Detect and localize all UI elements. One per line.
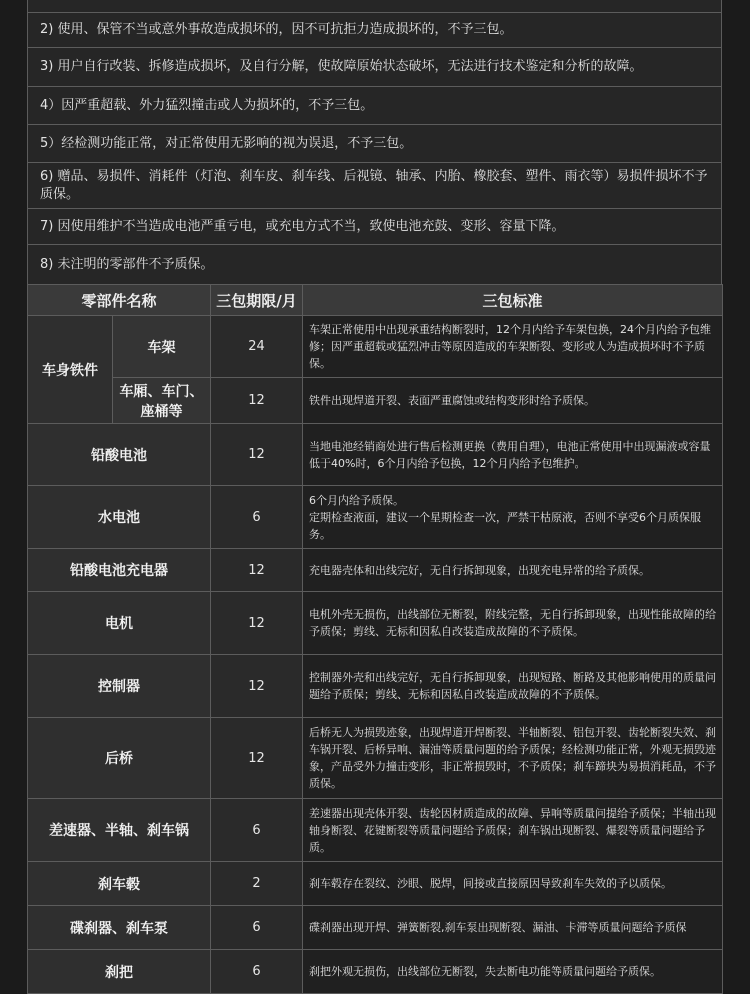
- warranty-period: 24: [211, 316, 303, 378]
- table-row: [28, 655, 723, 718]
- warranty-period: 12: [211, 378, 303, 424]
- warranty-period: 6: [211, 486, 303, 549]
- clause-row: [27, 208, 722, 244]
- warranty-period: 2: [211, 862, 303, 906]
- header-part-name: 零部件名称: [28, 285, 211, 316]
- table-row: [28, 424, 723, 486]
- table-row: [28, 378, 723, 424]
- part-name: 差速器、半轴、刹车锅: [28, 799, 211, 862]
- clause-row: [27, 47, 722, 86]
- warranty-standard: 车架正常使用中出现承重结构断裂时，12个月内给予车架包换，24个月内给予包维修；因严重超载或猛烈冲击等原因造成的车架断裂、变形或人为造成损坏时不予质保。: [303, 316, 723, 378]
- warranty-period: 6: [211, 906, 303, 950]
- warranty-standard: 铁件出现焊道开裂、表面严重腐蚀或结构变形时给予质保。: [303, 378, 723, 424]
- warranty-standard: 差速器出现壳体开裂、齿轮因材质造成的故障、异响等质量问提给予质保；半轴出现轴身断裂、花键断裂等质量问题给予质保；刹车锅出现断裂、爆裂等质量问题给予质。: [303, 799, 723, 862]
- clause-row: [27, 124, 722, 162]
- part-name: 后桥: [28, 718, 211, 799]
- table-row: [28, 316, 723, 378]
- clause-text: 5）经检测功能正常，对正常使用无影响的视为误退，不予三包。: [40, 135, 413, 151]
- group-body-iron: 车身铁件: [28, 316, 113, 424]
- clause-row: [27, 244, 722, 284]
- warranty-table: [27, 284, 723, 994]
- table-row: [28, 950, 723, 994]
- table-header-row: [28, 285, 723, 316]
- part-name: 水电池: [28, 486, 211, 549]
- warranty-period: 12: [211, 655, 303, 718]
- warranty-standard: 后桥无人为损毁迹象，出现焊道开焊断裂、半轴断裂、铝包开裂、齿轮断裂失效、刹车锅开裂、后桥异响、漏油等质量问题的给予质保；经检测功能正常，外观无损毁迹象，产品受外力撞击变形，非正常损毁时，不予质保；刹车蹄块为易损消耗品，不予质保。: [303, 718, 723, 799]
- standard-line: 6个月内给予质保。: [309, 493, 405, 507]
- part-name: 刹把: [28, 950, 211, 994]
- clause-text: 3) 用户自行改装、拆修造成损坏，及自行分解，使故障原始状态破坏，无法进行技术鉴定和分析的故障。: [40, 59, 643, 74]
- table-row: [28, 486, 723, 549]
- warranty-standard: 刹把外观无损伤，出线部位无断裂，失去断电功能等质量问题给予质保。: [303, 950, 723, 994]
- part-name: 控制器: [28, 655, 211, 718]
- part-name: 刹车毂: [28, 862, 211, 906]
- clause-row: [27, 162, 722, 208]
- clause-text: 7) 因使用维护不当造成电池严重亏电，或充电方式不当，致使电池充鼓、变形、容量下降。: [40, 218, 565, 234]
- part-name: 车架: [113, 316, 211, 378]
- warranty-standard: 电机外壳无损伤，出线部位无断裂，附线完整，无自行拆卸现象，出现性能故障的给予质保；剪线、无标和因私自改装造成故障的不予质保。: [303, 592, 723, 655]
- part-name: 铅酸电池: [28, 424, 211, 486]
- header-warranty-standard: 三包标准: [303, 285, 723, 316]
- clause-row: [27, 0, 722, 12]
- clause-row: [27, 12, 722, 47]
- warranty-period: 6: [211, 950, 303, 994]
- warranty-standard: 充电器壳体和出线完好，无自行拆卸现象，出现充电异常的给予质保。: [303, 549, 723, 592]
- clause-text: 4）因严重超载、外力猛烈撞击或人为损坏的，不予三包。: [40, 97, 374, 113]
- part-name: 电机: [28, 592, 211, 655]
- warranty-standard: 刹车毂存在裂纹、沙眼、脱焊，间接或直接原因导致刹车失效的予以质保。: [303, 862, 723, 906]
- warranty-period: 12: [211, 592, 303, 655]
- exclusion-clauses: [27, 0, 722, 284]
- standard-line: 定期检查液面，建议一个星期检查一次，严禁干枯原液，否则不享受6个月质保服务。: [309, 510, 702, 541]
- part-name: 铅酸电池充电器: [28, 549, 211, 592]
- warranty-standard: 碟刹器出现开焊、弹簧断裂,刹车泵出现断裂、漏油、卡滞等质量问题给予质保: [303, 906, 723, 950]
- table-row: [28, 592, 723, 655]
- clause-text: 2) 使用、保管不当或意外事故造成损坏的，因不可抗拒力造成损坏的，不予三包。: [40, 22, 513, 37]
- warranty-standard: 控制器外壳和出线完好，无自行拆卸现象，出现短路、断路及其他影响使用的质量问题给予质保；剪线、无标和因私自改装造成故障的不予质保。: [303, 655, 723, 718]
- table-row: [28, 799, 723, 862]
- header-warranty-period: 三包期限/月: [211, 285, 303, 316]
- warranty-document: [27, 0, 722, 994]
- table-row: [28, 718, 723, 799]
- part-name: 碟刹器、刹车泵: [28, 906, 211, 950]
- warranty-period: 12: [211, 424, 303, 486]
- clause-row: [27, 86, 722, 124]
- warranty-period: 12: [211, 718, 303, 799]
- table-row: [28, 906, 723, 950]
- part-name: 车厢、车门、座桶等: [113, 378, 211, 424]
- warranty-standard: [303, 486, 723, 549]
- warranty-standard: 当地电池经销商处进行售后检测更换（费用自理），电池正常使用中出现漏液或容量低于40%时，6个月内给予包换，12个月内给予包维护。: [303, 424, 723, 486]
- table-row: [28, 549, 723, 592]
- clause-text: 8) 未注明的零部件不予质保。: [40, 256, 214, 272]
- clause-text: 6) 赠品、易损件、消耗件（灯泡、刹车皮、刹车线、后视镜、轴承、内胎、橡胶套、塑件、雨衣等）易损件损坏不予质保。: [40, 168, 708, 202]
- warranty-period: 12: [211, 549, 303, 592]
- table-row: [28, 862, 723, 906]
- warranty-period: 6: [211, 799, 303, 862]
